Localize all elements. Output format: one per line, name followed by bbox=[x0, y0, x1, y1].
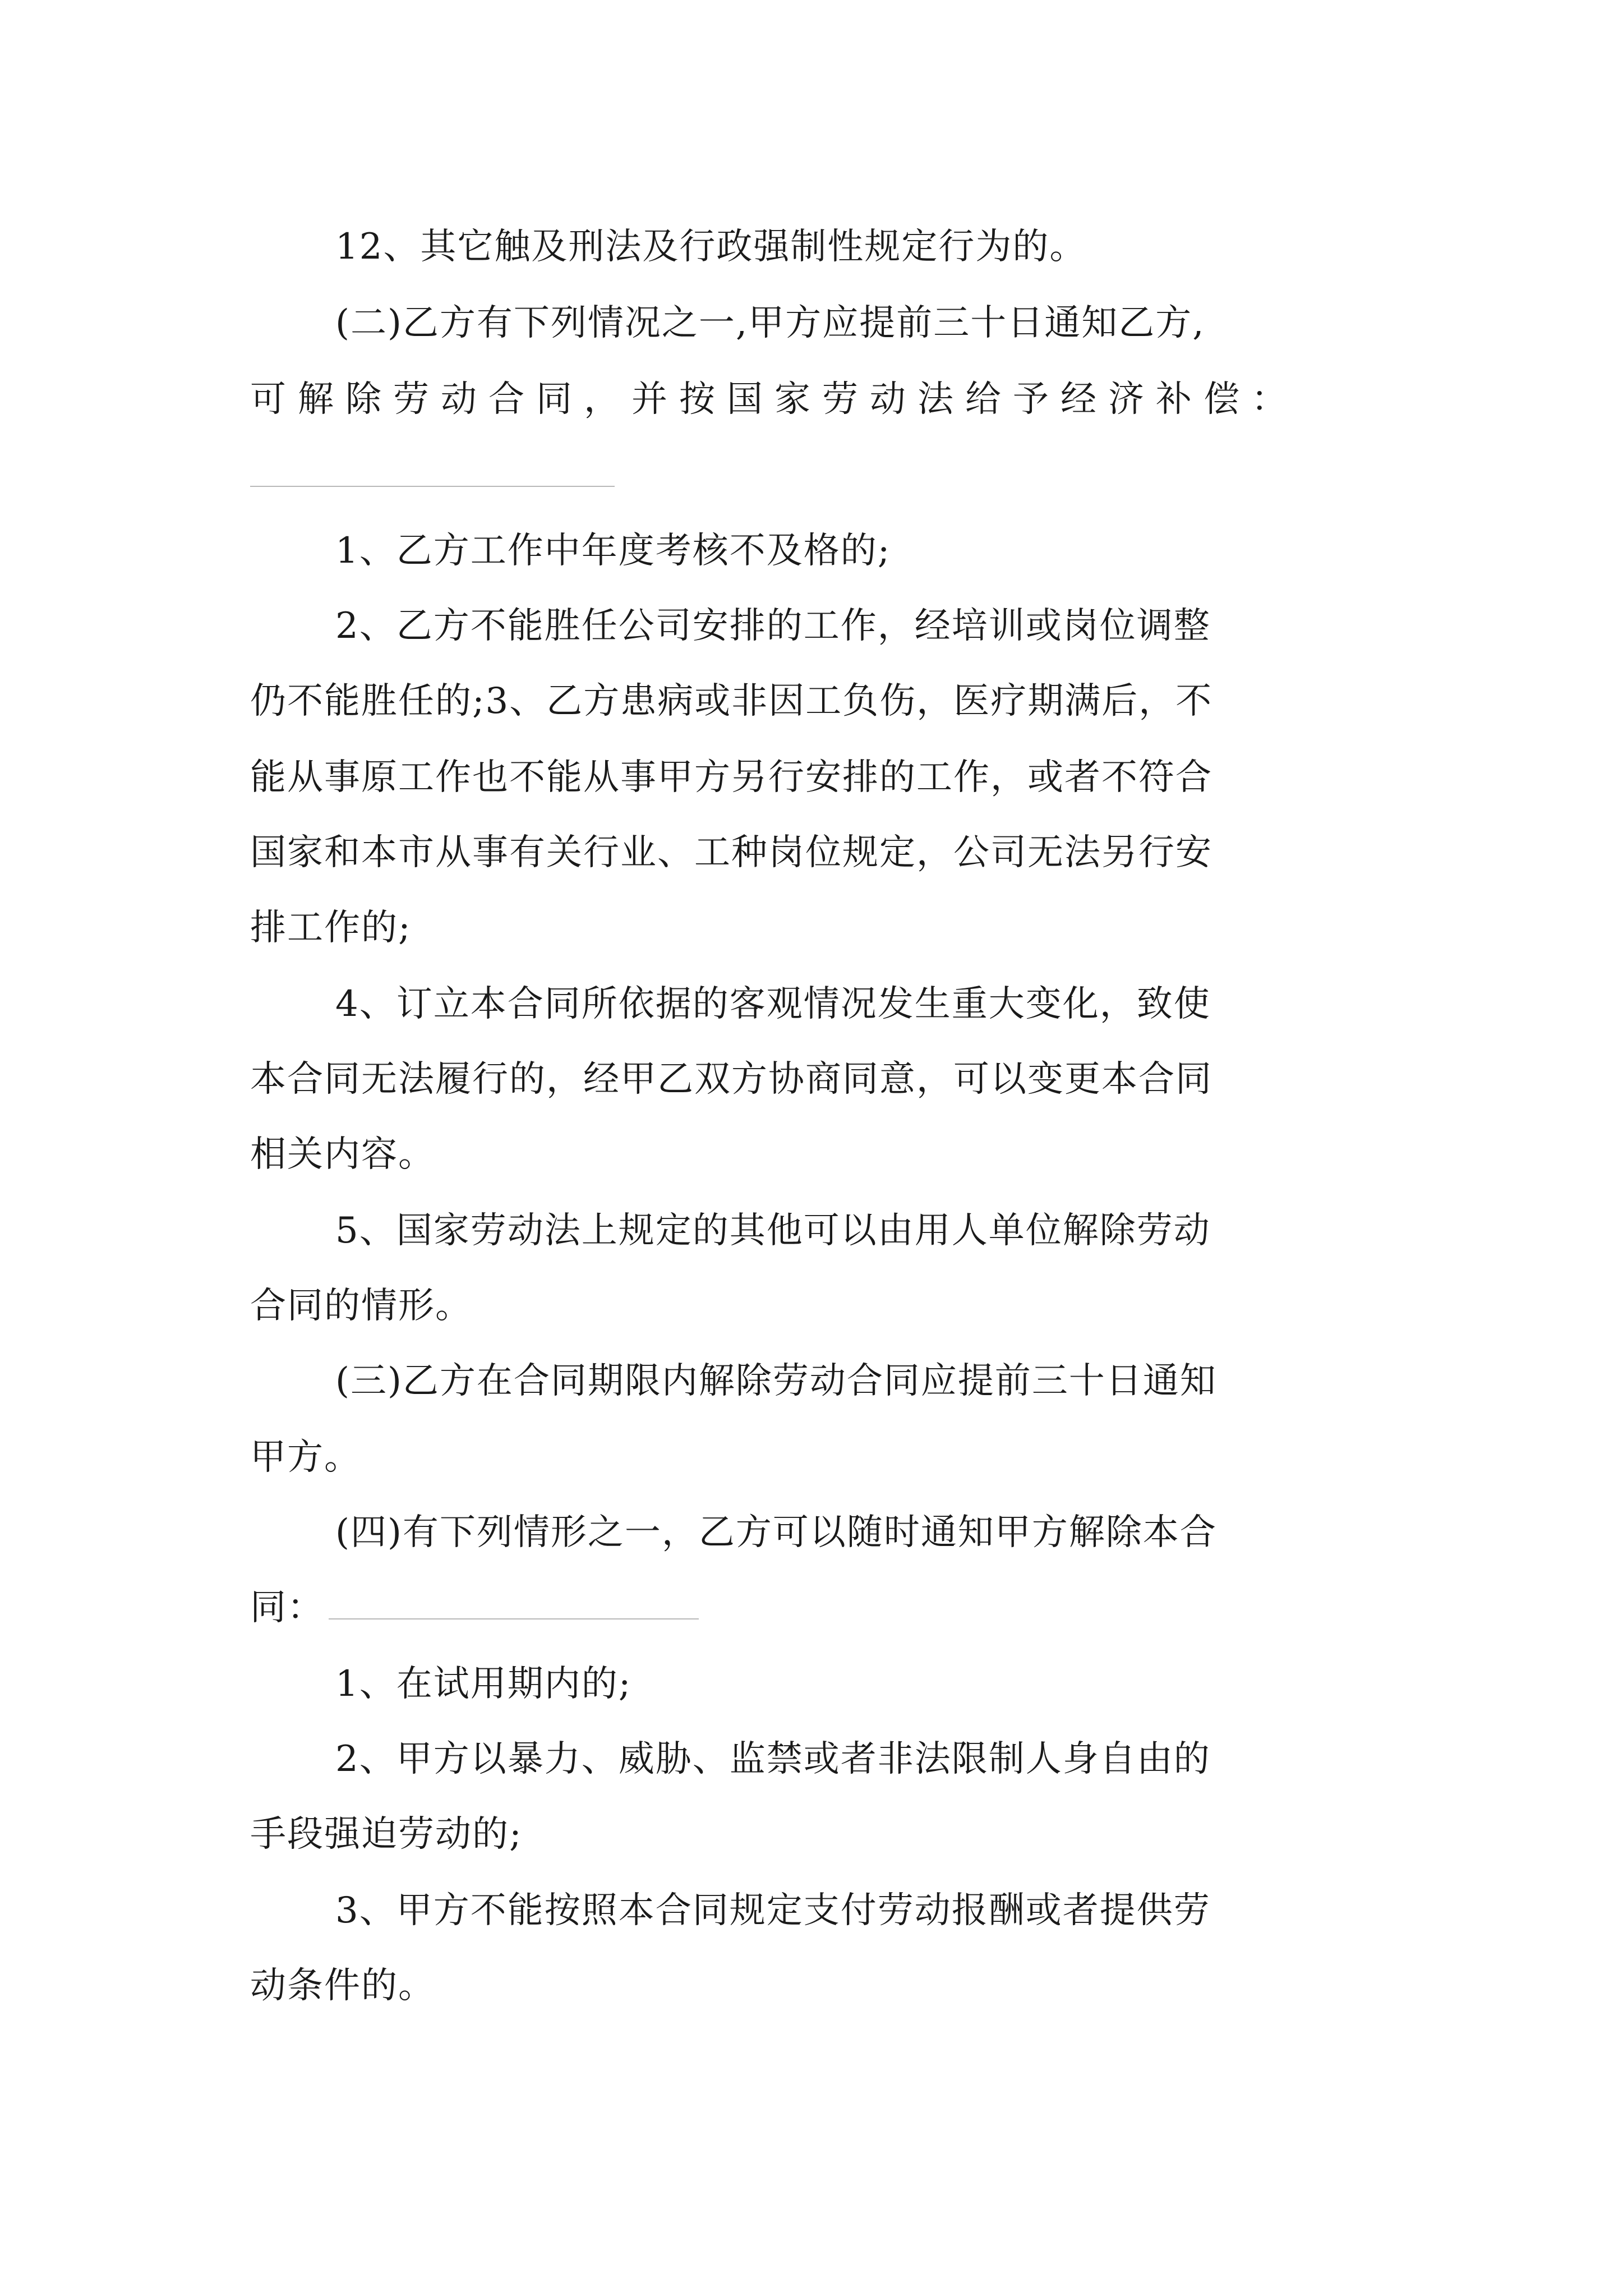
text-line: 相关内容。 bbox=[250, 1134, 435, 1175]
text-line-with-blank bbox=[250, 1581, 699, 1635]
blank-fill-line bbox=[329, 1618, 699, 1619]
text-line: 2、乙方不能胜任公司安排的工作，经培训或岗位调整 bbox=[335, 605, 1211, 647]
text-line: 2、甲方以暴力、威胁、监禁或者非法限制人身自由的 bbox=[335, 1738, 1211, 1780]
text-line: 可解除劳动合同，并按国家劳动法给予经济补偿： bbox=[250, 379, 1299, 420]
text-line: 3、甲方不能按照本合同规定支付劳动报酬或者提供劳 bbox=[335, 1890, 1211, 1931]
text-line: 手段强迫劳动的; bbox=[250, 1814, 523, 1855]
text-line: 本合同无法履行的，经甲乙双方协商同意，可以变更本合同 bbox=[250, 1059, 1212, 1100]
text-line: (三)乙方在合同期限内解除劳动合同应提前三十日通知 bbox=[335, 1360, 1217, 1402]
text-line: 能从事原工作也不能从事甲方另行安排的工作，或者不符合 bbox=[250, 757, 1212, 798]
text-line: (四)有下列情形之一，乙方可以随时通知甲方解除本合 bbox=[335, 1512, 1217, 1553]
text-line: 排工作的; bbox=[250, 907, 412, 949]
text-line: 同： bbox=[250, 1587, 324, 1628]
text-line: (二)乙方有下列情况之一,甲方应提前三十日通知乙方, bbox=[335, 302, 1205, 344]
text-line: 合同的情形。 bbox=[250, 1285, 472, 1327]
text-line: 甲方。 bbox=[250, 1437, 361, 1478]
text-line: 1、在试用期内的; bbox=[335, 1663, 632, 1705]
text-line: 国家和本市从事有关行业、工种岗位规定，公司无法另行安 bbox=[250, 832, 1212, 873]
text-line: 动条件的。 bbox=[250, 1965, 435, 2007]
separator-line bbox=[250, 486, 615, 487]
text-line: 5、国家劳动法上规定的其他可以由用人单位解除劳动 bbox=[335, 1210, 1211, 1251]
text-line: 仍不能胜任的;3、乙方患病或非因工负伤，医疗期满后，不 bbox=[250, 680, 1213, 722]
text-line: 1、乙方工作中年度考核不及格的; bbox=[335, 530, 891, 572]
text-line: 4、订立本合同所依据的客观情况发生重大变化，致使 bbox=[335, 983, 1211, 1025]
text-line: 12、其它触及刑法及行政强制性规定行为的。 bbox=[335, 226, 1087, 268]
